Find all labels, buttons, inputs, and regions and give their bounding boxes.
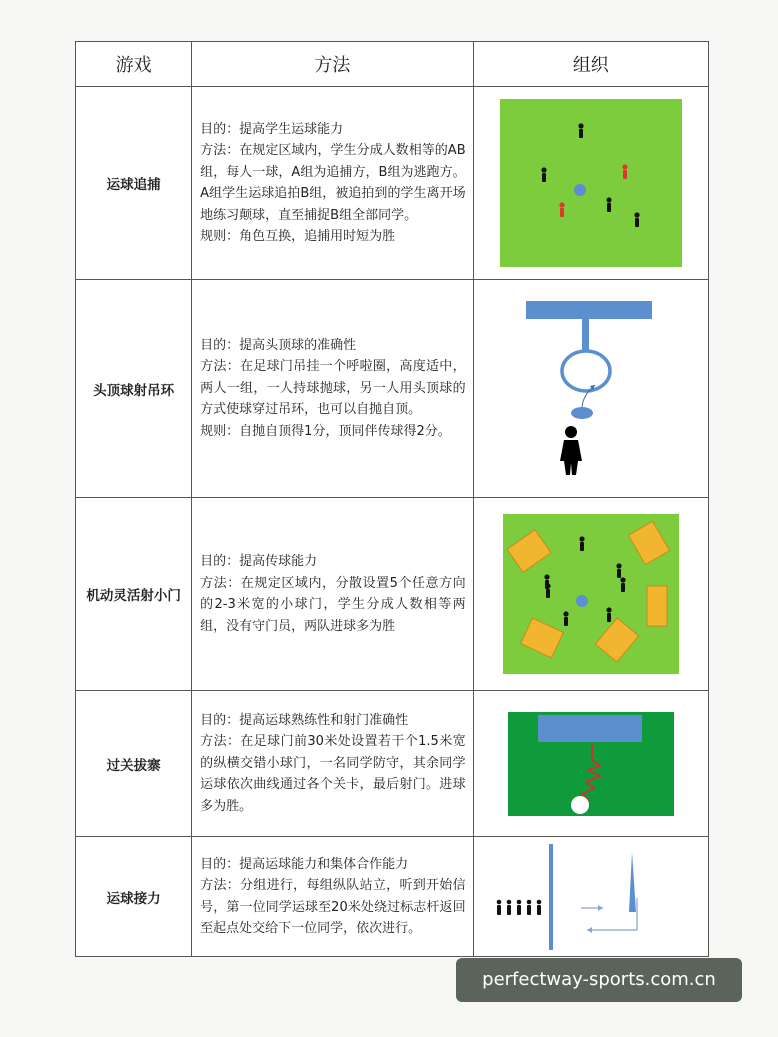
header-organization: 组织: [473, 42, 708, 87]
method-line: 目的：提高学生运球能力: [200, 121, 344, 137]
goal-post-icon: [582, 319, 589, 351]
relay-svg: [491, 842, 691, 952]
method-cell: [192, 498, 473, 691]
method-line: 目的：提高头顶球的准确性: [200, 337, 357, 353]
header-row: [76, 42, 709, 87]
games-table: [75, 41, 709, 957]
field-chase-diagram: [473, 87, 708, 280]
method-cell: [192, 87, 473, 280]
relay-diagram: [473, 837, 708, 957]
game-name: 过关拔寨: [76, 691, 192, 837]
method-line: 规则：角色互换，追捕用时短为胜: [200, 229, 396, 244]
hoop-svg: [521, 299, 661, 479]
method-line: 方法：在足球门前30米处设置若干个1.5米宽的纵横交错小球门，一名同学防守，其余同学运球依次曲线通过各个关卡，最后射门。进球多为胜。: [200, 734, 466, 814]
start-line-icon: [549, 844, 553, 950]
small-goals-diagram: [473, 498, 708, 691]
watermark-badge: perfectway-sports.com.cn: [456, 958, 742, 1002]
game-name: 机动灵活射小门: [76, 498, 192, 691]
goal-icon: [538, 715, 642, 742]
method-line: 方法：分组进行，每组纵队站立，听到开始信号，第一位同学运球至20米处绕过标志杆返回至起点处交给下一位同学，依次进行。: [200, 878, 466, 936]
method-line: 方法：在足球门吊挂一个呼啦圈，高度适中，两人一组，一人持球抛球，另一人用头顶球的方式使球穿过吊环，也可以自抛自顶。: [200, 359, 466, 418]
game-name: 运球追捕: [76, 87, 192, 280]
table-row: [76, 87, 709, 280]
player-icon: [496, 899, 541, 914]
goal-bar-icon: [526, 301, 652, 319]
marker-pole-icon: [629, 852, 636, 912]
method-line: 目的：提高运球熟练性和射门准确性: [200, 712, 409, 728]
ball-icon: [576, 595, 588, 607]
small-goals-svg: [503, 514, 679, 674]
header-game: 游戏: [76, 42, 192, 87]
method-line: 方法：在规定区域内，学生分成人数相等的AB组，每人一球，A组为追捕方，B组为逃跑方。A组学生运球追拍B组，被追拍到的学生离开场地练习颠球，直至捕捉B组全部同学。: [200, 143, 466, 223]
ball-icon: [571, 796, 589, 814]
method-line: 规则：自抛自顶得1分，顶同伴传球得2分。: [200, 423, 451, 439]
hanging-hoop-diagram: [473, 280, 708, 498]
game-name: 头顶球射吊环: [76, 280, 192, 498]
ball-icon: [571, 407, 593, 419]
table-row: [76, 280, 709, 498]
field-area: [500, 99, 682, 267]
table-row: [76, 498, 709, 691]
game-name: 运球接力: [76, 837, 192, 957]
method-cell: [192, 280, 473, 498]
method-line: 目的：提高运球能力和集体合作能力: [200, 856, 409, 872]
hoop-icon: [562, 351, 610, 391]
method-line: 方法：在规定区域内，分散设置5个任意方向的2-3米宽的小球门，学生分成人数相等两组，没有守门员，两队进球多为胜: [200, 575, 466, 634]
table-row: [76, 837, 709, 957]
field-chase-svg: [500, 99, 682, 267]
method-cell: [192, 691, 473, 837]
ball-icon: [574, 184, 586, 196]
header-method: 方法: [192, 42, 473, 87]
gates-svg: [508, 712, 674, 816]
method-cell: [192, 837, 473, 957]
method-line: 目的：提高传球能力: [200, 554, 318, 569]
gates-diagram: [473, 691, 708, 837]
table-row: [76, 691, 709, 837]
person-icon: [560, 426, 582, 475]
